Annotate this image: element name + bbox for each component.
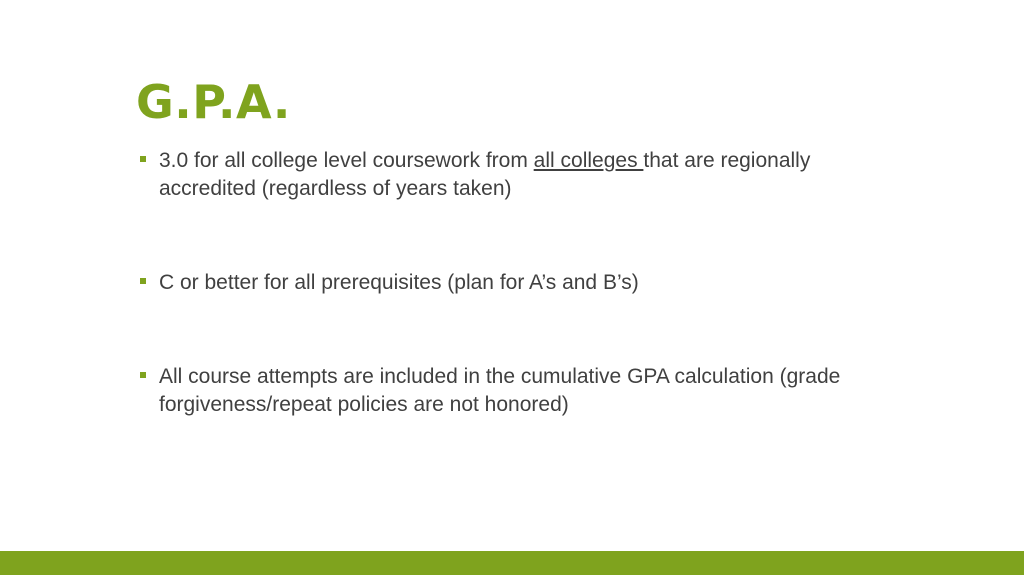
bullet-text: All course attempts are included in the cumulative GPA calculation (grade forgiveness/repeat policies are not honored) <box>159 365 841 416</box>
bullet-item-course-attempts <box>140 363 910 419</box>
footer-accent-bar <box>0 551 1024 575</box>
bullet-list <box>140 147 910 419</box>
bullet-text-part: that are regionally accredited (regardless of years taken) <box>159 149 811 200</box>
bullet-item-prerequisites <box>140 269 910 297</box>
square-bullet-icon <box>140 372 146 378</box>
square-bullet-icon <box>140 156 146 162</box>
square-bullet-icon <box>140 278 146 284</box>
bullet-item-gpa-requirement <box>140 147 910 203</box>
slide-title: G.P.A. <box>136 75 291 129</box>
underlined-text: all colleges <box>533 149 644 172</box>
bullet-text-part: 3.0 for all college level coursework from <box>159 149 534 172</box>
bullet-text: C or better for all prerequisites (plan for A’s and B’s) <box>159 271 639 294</box>
